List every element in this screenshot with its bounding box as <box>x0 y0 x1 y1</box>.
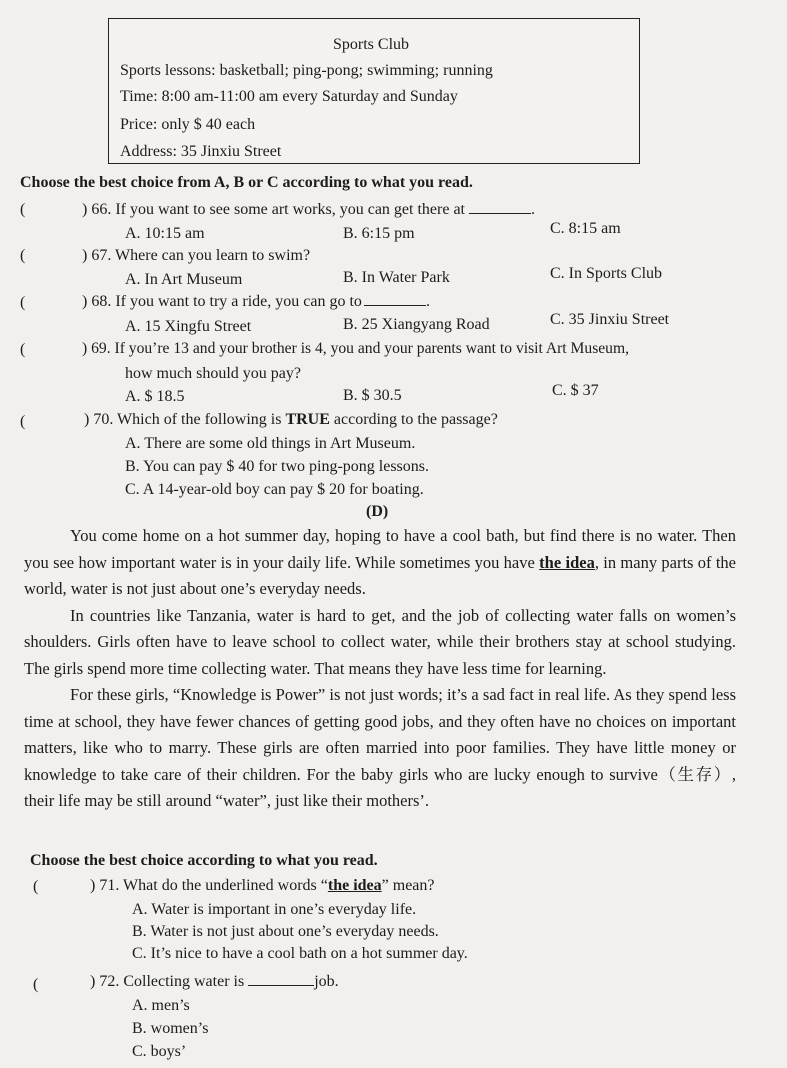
section-d-heading: (D) <box>366 503 389 520</box>
answer-paren-open: ( <box>20 413 26 430</box>
option-a: A. men’s <box>132 997 190 1014</box>
answer-blank[interactable] <box>364 305 426 306</box>
option-c: C. A 14-year-old boy can pay $ 20 for boating. <box>125 481 424 498</box>
question-69-continued: how much should you pay? <box>125 365 301 382</box>
question-66: ) 66. If you want to see some art works, you can get there at . <box>82 201 535 218</box>
option-c: C. $ 37 <box>552 382 599 399</box>
option-a: A. 10:15 am <box>125 225 205 242</box>
option-c: C. 35 Jinxiu Street <box>550 311 670 328</box>
question-67: ) 67. Where can you learn to swim? <box>82 247 311 264</box>
option-b: B. 6:15 pm <box>343 225 415 242</box>
notice-address: Address: 35 Jinxiu Street <box>120 143 282 160</box>
answer-blank[interactable] <box>248 985 314 986</box>
underlined-phrase: the idea <box>539 552 595 572</box>
option-a: A. Water is important in one’s everyday life. <box>132 901 417 918</box>
notice-lessons: Sports lessons: basketball; ping-pong; swimming; running <box>120 62 493 79</box>
option-b: B. In Water Park <box>343 269 450 286</box>
notice-price: Price: only $ 40 each <box>120 116 256 133</box>
option-c: C. 8:15 am <box>550 220 621 237</box>
instruction-part2: Choose the best choice according to what you read. <box>30 852 378 869</box>
option-c: C. In Sports Club <box>550 265 663 282</box>
notice-title: Sports Club <box>333 36 410 53</box>
paragraph-1: You come home on a hot summer day, hoping to have a cool bath, but find there is no water. Then you see how important water is in your daily life. While sometimes you have the idea, in many parts of the world, water is not just about one’s everyday needs. <box>24 526 737 598</box>
paragraph-3: For these girls, “Knowledge is Power” is not just words; it’s a sad fact in real life. As they spend less time at school, they have fewer chances of getting good jobs, and they often have no choices on important matters, like who to marry. These girls are often married into poor families. They have little money or knowledge to take care of their children. For the baby girls who are lucky enough to survive（生存）, their life may be still around “water”, just like their mothers’. <box>24 685 736 810</box>
question-71: ) 71. What do the underlined words “the idea” mean? <box>90 877 435 894</box>
notice-time: Time: 8:00 am-11:00 am every Saturday and Sunday <box>120 88 458 105</box>
question-69: ) 69. If you’re 13 and your brother is 4, you and your parents want to visit Art Museum, <box>82 340 630 357</box>
option-a: A. In Art Museum <box>125 271 243 288</box>
option-a: A. 15 Xingfu Street <box>125 318 252 335</box>
option-c: C. It’s nice to have a cool bath on a hot summer day. <box>132 945 468 962</box>
question-68: ) 68. If you want to try a ride, you can go to . <box>82 293 430 310</box>
reading-passage <box>24 523 736 815</box>
answer-paren-open: ( <box>20 294 26 311</box>
question-70: ) 70. Which of the following is TRUE according to the passage? <box>84 411 498 428</box>
answer-paren-open: ( <box>33 878 39 895</box>
option-b: B. 25 Xiangyang Road <box>343 316 490 333</box>
answer-paren-open: ( <box>33 976 39 993</box>
answer-paren-open: ( <box>20 247 26 264</box>
option-b: B. $ 30.5 <box>343 387 402 404</box>
answer-blank[interactable] <box>469 213 531 214</box>
option-c: C. boys’ <box>132 1043 187 1060</box>
option-a: A. $ 18.5 <box>125 388 185 405</box>
paragraph-2: In countries like Tanzania, water is hard to get, and the job of collecting water falls on women’s shoulders. Girls often have to leave school to collect water, while their brothers stay at school studying. The girls spend more time collecting water. That means they have less time for learning. <box>24 605 736 678</box>
option-a: A. There are some old things in Art Museum. <box>125 435 416 452</box>
option-b: B. Water is not just about one’s everyday needs. <box>132 923 439 940</box>
answer-paren-open: ( <box>20 201 26 218</box>
instruction-part1: Choose the best choice from A, B or C according to what you read. <box>20 174 473 191</box>
question-72: ) 72. Collecting water is job. <box>90 973 339 990</box>
option-b: B. You can pay $ 40 for two ping-pong lessons. <box>125 458 429 475</box>
answer-paren-open: ( <box>20 341 26 358</box>
option-b: B. women’s <box>132 1020 209 1037</box>
